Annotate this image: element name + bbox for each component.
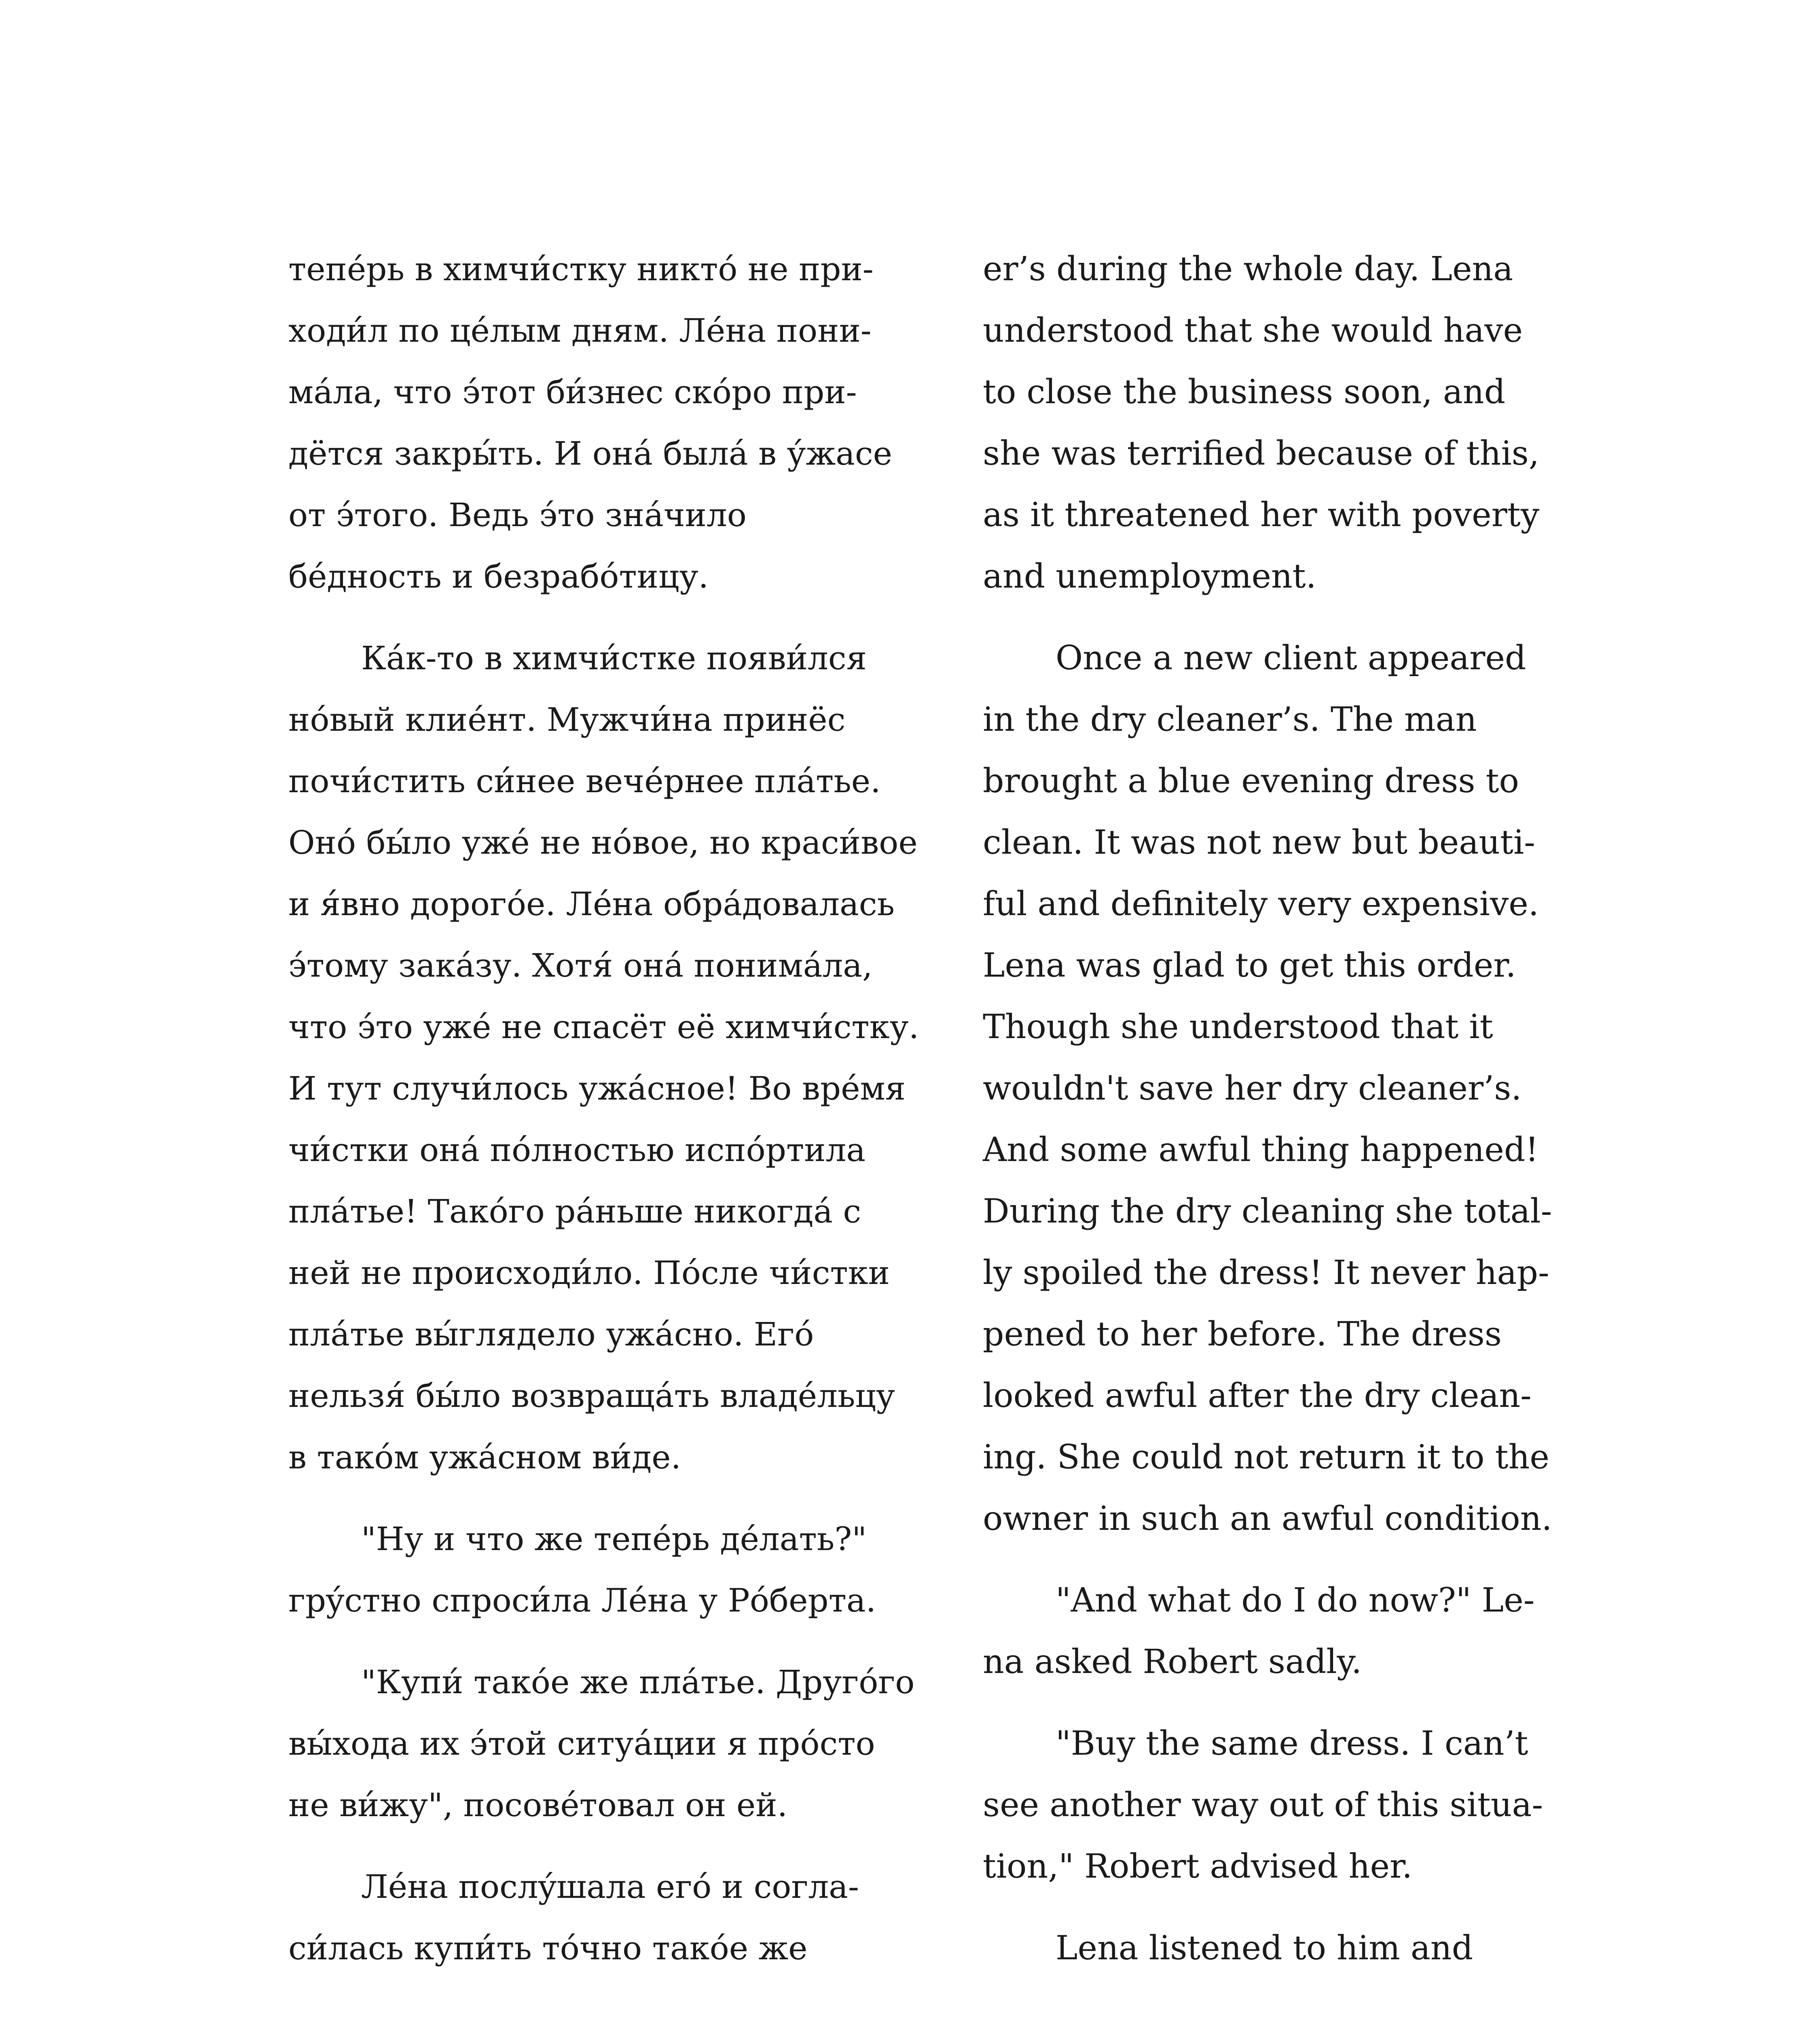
text-line: Онó бы́ло ужé не нóвое, но краси́вое xyxy=(288,824,918,861)
text-line: от э́того. Ведь э́то знáчило xyxy=(288,496,747,534)
text-line: "Ну и что же тепéрь дéлать?" xyxy=(361,1520,867,1558)
text-line: ней не происходи́ло. Пóсле чи́стки xyxy=(288,1254,890,1292)
english-text-column xyxy=(983,239,1622,1999)
text-line: нельзя́ бы́ло возвращáть владéльцу xyxy=(288,1377,895,1415)
text-line: плáтье! Такóго рáньше никогдá с xyxy=(288,1193,861,1230)
text-line: as it threatened her with poverty xyxy=(983,496,1540,534)
russian-text-column xyxy=(288,239,927,1999)
text-line: and unemployment. xyxy=(983,557,1316,596)
text-line: clean. It was not new but beauti- xyxy=(983,823,1535,862)
text-line: in the dry cleaner’s. The man xyxy=(983,700,1477,739)
text-line: чи́стки онá пóлностью испóртила xyxy=(288,1131,866,1169)
paragraph xyxy=(983,1570,1622,1693)
paragraph xyxy=(288,1508,927,1631)
text-line: understood that she would have xyxy=(983,311,1523,350)
text-line: Though she understood that it xyxy=(983,1008,1493,1046)
text-line: na asked Robert sadly. xyxy=(983,1643,1362,1681)
text-line: "Buy the same dress. I can’t xyxy=(1056,1724,1528,1763)
text-line: owner in such an awful condition. xyxy=(983,1500,1552,1538)
text-line: плáтье вы́глядело ужáсно. Егó xyxy=(288,1316,814,1353)
paragraph xyxy=(983,1918,1622,1979)
text-line: в такóм ужáсном ви́де. xyxy=(288,1438,681,1476)
text-line: Лéна послýшала егó и согла- xyxy=(361,1868,859,1906)
paragraph xyxy=(288,628,927,1488)
text-line: Кáк-то в химчи́стке появи́лся xyxy=(361,639,867,677)
text-line: wouldn't save her dry cleaner’s. xyxy=(983,1069,1522,1108)
text-line: вы́хода их э́той ситуáции я прóсто xyxy=(288,1725,875,1762)
text-line: looked awful after the dry clean- xyxy=(983,1377,1532,1415)
text-line: to close the business soon, and xyxy=(983,373,1506,411)
text-line: ly spoiled the dress! It never hap- xyxy=(983,1254,1549,1292)
text-line: Lena was glad to get this order. xyxy=(983,946,1516,985)
text-line: нóвый клиéнт. Мужчи́на принёс xyxy=(288,701,846,738)
text-line: tion," Robert advised her. xyxy=(983,1847,1413,1886)
text-line: почи́стить си́нее вечéрнее плáтье. xyxy=(288,762,881,800)
text-line: Lena listened to him and xyxy=(1056,1929,1473,1967)
text-line: грýстно спроси́ла Лéна у Рóберта. xyxy=(288,1582,876,1619)
text-line: "And what do I do now?" Le- xyxy=(1056,1581,1535,1620)
text-line: бéдность и безрабóтицу. xyxy=(288,558,709,595)
text-line: "Купи́ такóе же плáтье. Другóго xyxy=(361,1663,915,1701)
paragraph xyxy=(983,239,1622,607)
text-line: что э́то ужé не спасёт её химчи́стку. xyxy=(288,1008,919,1046)
text-line: И тут случи́лось ужáсное! Во врéмя xyxy=(288,1070,906,1107)
text-line: ful and definitely very expensive. xyxy=(983,885,1539,923)
text-line: не ви́жу", посовéтовал он ей. xyxy=(288,1786,788,1824)
paragraph xyxy=(288,1856,927,1979)
text-line: и я́вно дорогóе. Лéна обрáдовалась xyxy=(288,885,895,923)
text-line: Once a new client appeared xyxy=(1056,639,1526,677)
text-line: pened to her before. The dress xyxy=(983,1315,1502,1354)
text-line: ing. She could not return it to the xyxy=(983,1438,1549,1476)
text-line: си́лась купи́ть тóчно такóе же xyxy=(288,1929,808,1967)
text-line: And some awful thing happened! xyxy=(983,1131,1539,1169)
text-line: brought a blue evening dress to xyxy=(983,762,1519,800)
text-line: мáла, что э́тот би́знес скóро при- xyxy=(288,373,857,411)
text-line: see another way out of this situa- xyxy=(983,1786,1543,1824)
paragraph xyxy=(983,1713,1622,1897)
text-line: э́тому закáзу. Хотя́ онá понимáла, xyxy=(288,947,873,984)
text-line: er’s during the whole day. Lena xyxy=(983,250,1513,288)
paragraph xyxy=(288,239,927,607)
paragraph xyxy=(983,628,1622,1550)
text-line: дётся закры́ть. И онá былá в у́жасе xyxy=(288,435,893,472)
text-line: ходи́л по цéлым дням. Лéна пони- xyxy=(288,312,872,349)
text-line: During the dry cleaning she total- xyxy=(983,1192,1552,1231)
paragraph xyxy=(288,1652,927,1836)
text-line: she was terrified because of this, xyxy=(983,434,1539,473)
text-line: тепéрь в химчи́стку никтó не при- xyxy=(288,250,874,288)
